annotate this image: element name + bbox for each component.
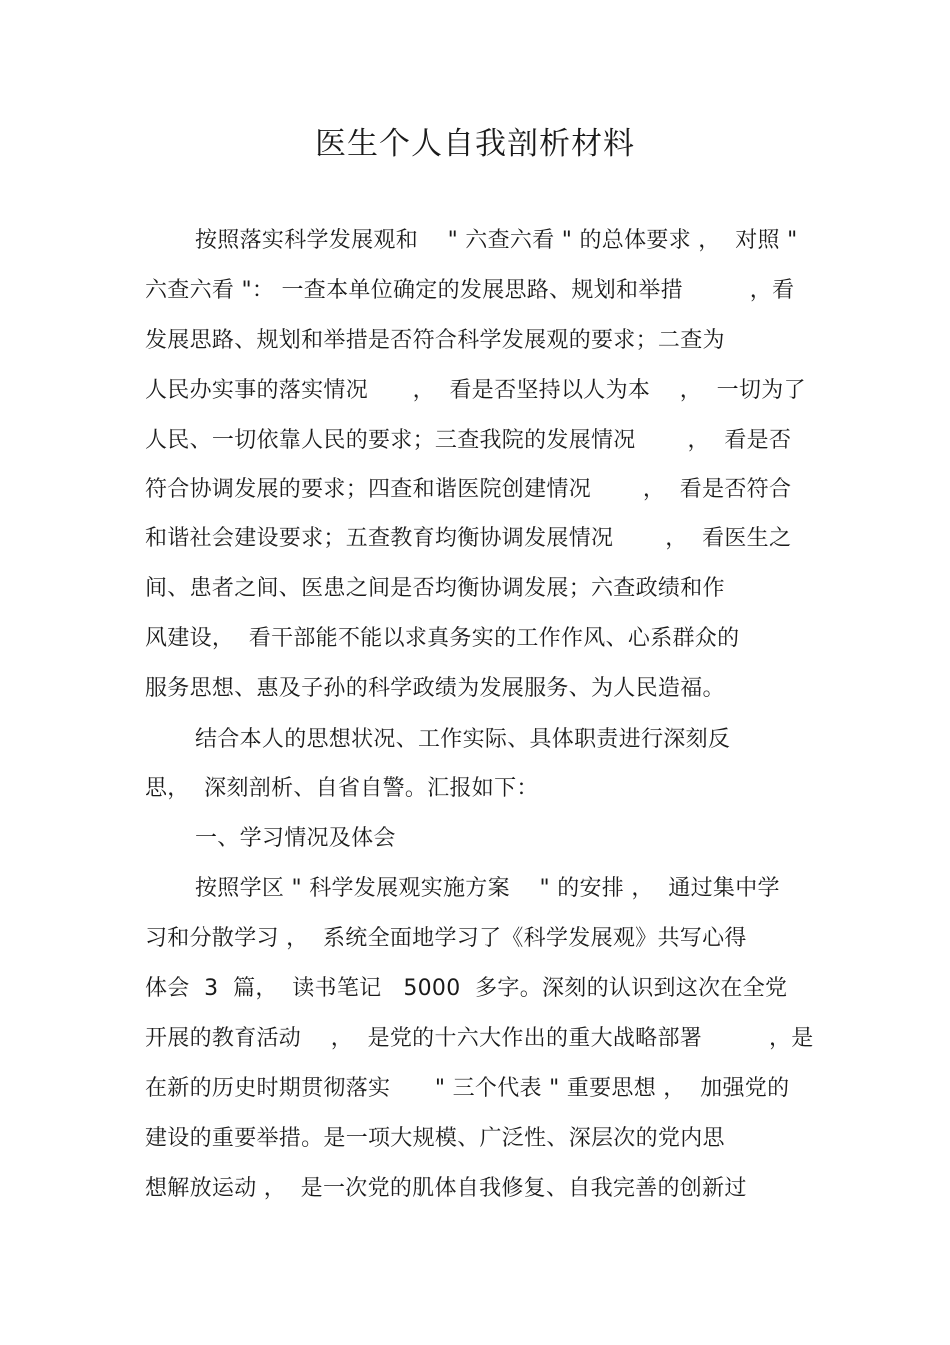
paragraph-line: 习和分散学习 ， 系统全面地学习了《科学发展观》共写心得	[145, 926, 747, 951]
paragraph-line: 按照学区 " 科学发展观实施方案 " 的安排 ， 通过集中学	[195, 876, 780, 901]
paragraph-line: 人民、一切依靠人民的要求；三查我院的发展情况 ， 看是否	[145, 428, 792, 453]
paragraph-line: 间、患者之间、医患之间是否均衡协调发展；六查政绩和作	[145, 576, 725, 601]
paragraph-line: 和谐社会建设要求；五查教育均衡协调发展情况 ， 看医生之	[145, 526, 792, 551]
section-heading: 一、学习情况及体会	[195, 826, 396, 851]
paragraph-line: 人民办实事的落实情况 ， 看是否坚持以人为本 ， 一切为了	[145, 378, 806, 403]
paragraph-line: 思， 深刻剖析、自省自警。汇报如下：	[145, 776, 539, 801]
paragraph-line: 开展的教育活动 ， 是党的十六大作出的重大战略部署 ，是	[145, 1026, 814, 1051]
paragraph-line: 服务思想、惠及子孙的科学政绩为发展服务、为人民造福。	[145, 676, 725, 701]
paragraph-line: 体会 3 篇， 读书笔记 5000 多字。深刻的认识到这次在全党	[145, 976, 788, 1001]
paragraph-line: 风建设， 看干部能不能以求真务实的工作作风、心系群众的	[145, 626, 740, 651]
paragraph-line: 符合协调发展的要求；四查和谐医院创建情况 ， 看是否符合	[145, 477, 792, 502]
paragraph-line: 六查六看 "： 一查本单位确定的发展思路、规划和举措 ，看	[145, 278, 795, 303]
paragraph-line: 结合本人的思想状况、工作实际、具体职责进行深刻反	[195, 727, 731, 752]
paragraph-line: 想解放运动 ， 是一次党的肌体自我修复、自我完善的创新过	[145, 1176, 747, 1201]
paragraph-line: 发展思路、规划和举措是否符合科学发展观的要求；二查为	[145, 328, 725, 353]
paragraph-line: 在新的历史时期贯彻落实 " 三个代表 " 重要思想 ， 加强党的	[145, 1076, 790, 1101]
paragraph-line: 按照落实科学发展观和 " 六查六看 " 的总体要求 ， 对照 "	[195, 228, 798, 253]
document-title: 医生个人自我剖析材料	[315, 126, 635, 162]
paragraph-line: 建设的重要举措。是一项大规模、广泛性、深层次的党内思	[145, 1126, 725, 1151]
